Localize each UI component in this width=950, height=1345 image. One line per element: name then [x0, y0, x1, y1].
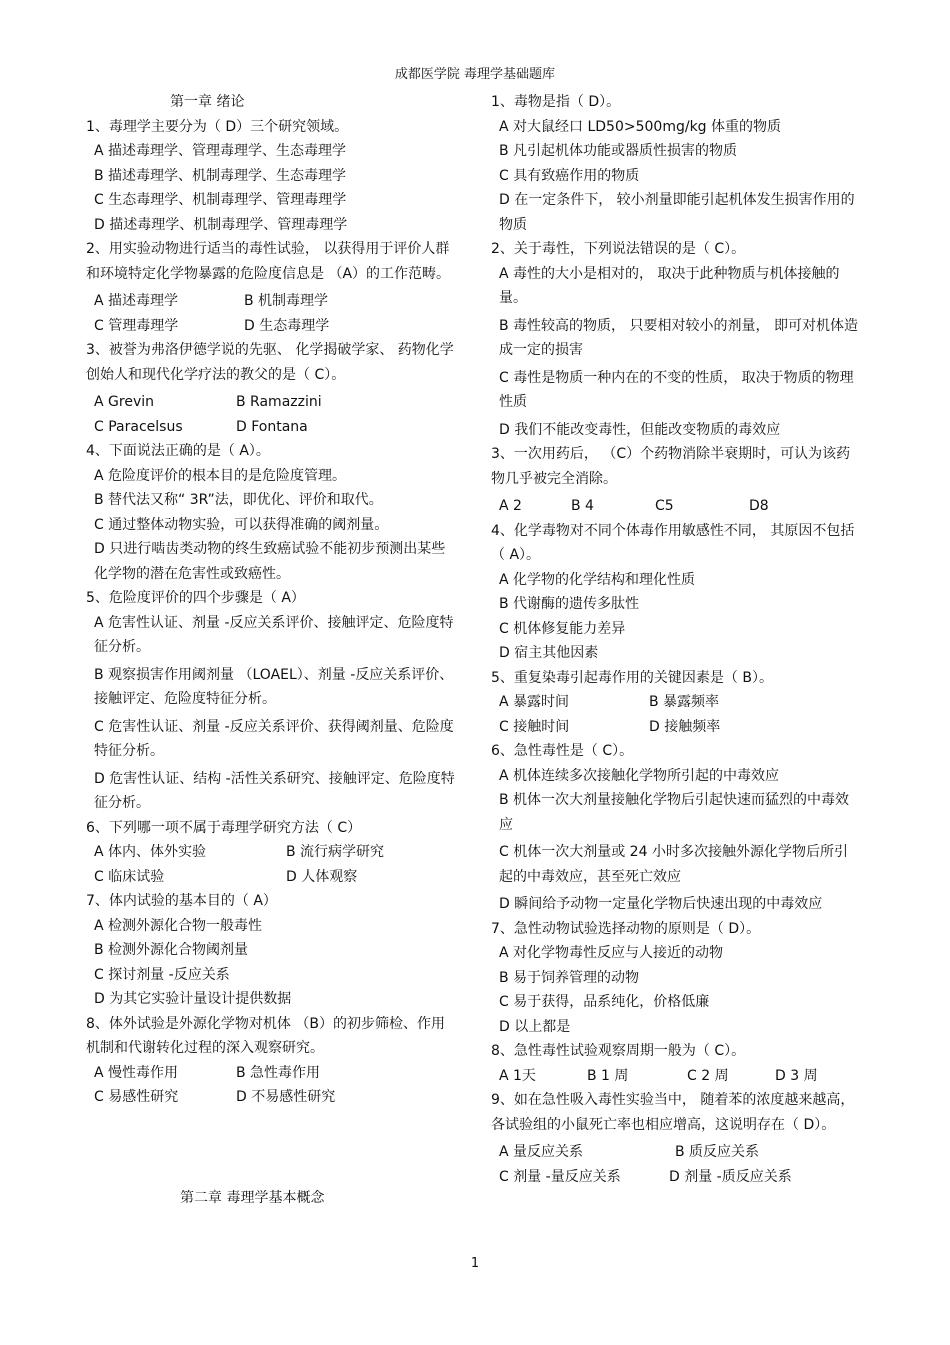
- chapter-title: 第二章 毒理学基本概念: [180, 1190, 325, 1206]
- option: C 探讨剂量 -反应关系: [94, 966, 230, 983]
- option: D 人体观察: [286, 868, 358, 885]
- option: B 质反应关系: [675, 1144, 760, 1160]
- option: A 危险度评价的根本目的是危险度管理。: [94, 467, 347, 484]
- option-row: [86, 1085, 458, 1110]
- option: B 机制毒理学: [244, 293, 329, 309]
- question: 8、急性毒性试验观察周期一般为（ C）。: [491, 1043, 746, 1059]
- option: A 量反应关系: [499, 1144, 584, 1160]
- option: C 通过整体动物实验，可以获得准确的阈剂量。: [94, 516, 389, 533]
- option: D 危害性认证、结构 -活性关系研究、接触评定、危险度特征分析。: [94, 770, 455, 811]
- option: B 1 周: [587, 1067, 629, 1084]
- question: 7、体内试验的基本目的（ A）: [86, 893, 277, 909]
- option: C 机体一次大剂量或 24 小时多次接触外源化学物后所引起的中毒效应，甚至死亡效应: [499, 844, 848, 885]
- option: D 以上都是: [499, 1018, 571, 1035]
- option: C 具有致癌作用的物质: [499, 167, 640, 184]
- option: D8: [749, 498, 769, 514]
- question: 5、危险度评价的四个步骤是（ A）: [86, 590, 305, 606]
- option: A 2: [499, 498, 522, 514]
- option: C5: [655, 498, 674, 514]
- question: 7、急性动物试验选择动物的原则是（ D）。: [491, 920, 761, 937]
- option: C 机体修复能力差异: [499, 620, 626, 637]
- question: 6、急性毒性是（ C）。: [491, 743, 634, 759]
- option: D 3 周: [775, 1067, 818, 1084]
- option: A 描述毒理学、管理毒理学、生态毒理学: [94, 143, 347, 159]
- question: 1、毒物是指（ D）。: [491, 94, 621, 110]
- option: A 化学物的化学结构和理化性质: [499, 571, 696, 588]
- option: D 为其它实验计量设计提供数据: [94, 991, 292, 1007]
- question: 3、一次用药后， （C）个药物消除半衰期时，可认为该药物几乎被完全消除。: [491, 446, 851, 487]
- option: C 毒性是物质一种内在的不变的性质， 取决于物质的物理性质: [499, 369, 854, 410]
- option-row: [86, 1061, 458, 1086]
- option: B 替代法又称“ 3R”法，即优化、评价和取代。: [94, 492, 383, 508]
- option: D 接触频率: [649, 718, 721, 735]
- option: A 毒性的大小是相对的， 取决于此种物质与机体接触的量。: [499, 265, 840, 306]
- option: B 毒性较高的物质， 只要相对较小的剂量， 即可对机体造成一定的损害: [499, 317, 858, 358]
- option: B 4: [571, 498, 594, 514]
- option: C 易感性研究: [94, 1089, 179, 1105]
- option-row: [86, 390, 458, 415]
- option: A 描述毒理学: [94, 293, 179, 309]
- option: C 管理毒理学: [94, 317, 179, 334]
- question: 2、关于毒性，下列说法错误的是（ C）。: [491, 241, 746, 257]
- option: A 检测外源化合物一般毒性: [94, 917, 263, 934]
- option: D 瞬间给予动物一定量化学物后快速出现的中毒效应: [499, 896, 823, 912]
- question: 4、化学毒物对不同个体毒作用敏感性不同， 其原因不包括（ A）。: [491, 522, 855, 563]
- option: C 易于获得，品系纯化，价格低廉: [499, 994, 710, 1010]
- option: A 体内、体外实验: [94, 844, 207, 860]
- question: 8、体外试验是外源化学物对机体 （B）的初步筛检、作用机制和代谢转化过程的深入观察研究。: [86, 1015, 445, 1056]
- option-row: [86, 314, 458, 339]
- option: D 剂量 -质反应关系: [669, 1168, 792, 1185]
- option: A 危害性认证、剂量 -反应关系评价、接触评定、危险度特征分析。: [94, 614, 454, 655]
- chapter-title: 第一章 绪论: [170, 94, 245, 110]
- option: C Paracelsus: [94, 418, 183, 435]
- question: 6、下列哪一项不属于毒理学研究方法（ C）: [86, 819, 362, 836]
- option-row: [491, 1165, 861, 1190]
- option: C 生态毒理学、机制毒理学、管理毒理学: [94, 192, 347, 208]
- option: C 剂量 -量反应关系: [499, 1168, 621, 1185]
- option-row: [86, 289, 458, 314]
- option: A 对大鼠经口 LD50>500mg/kg 体重的物质: [499, 118, 782, 135]
- option: B 易于饲养管理的动物: [499, 969, 640, 986]
- option: C 2 周: [687, 1067, 729, 1084]
- option: D 我们不能改变毒性，但能改变物质的毒效应: [499, 421, 781, 438]
- option-row: [86, 840, 458, 865]
- option-row: [491, 1064, 861, 1089]
- option: D 描述毒理学、机制毒理学、管理毒理学: [94, 216, 348, 233]
- option: D Fontana: [236, 418, 308, 435]
- option: A 慢性毒作用: [94, 1064, 179, 1081]
- option-row: [491, 1140, 861, 1165]
- option: A 1天: [499, 1067, 536, 1084]
- option: A 对化学物毒性反应与人接近的动物: [499, 945, 724, 961]
- option: D 只进行啮齿类动物的终生致癌试验不能初步预测出某些化学物的潜在危害性或致癌性。: [94, 541, 446, 582]
- option-row: [86, 865, 458, 890]
- page-header: 成都医学院 毒理学基础题库: [394, 67, 556, 82]
- option: B 描述毒理学、机制毒理学、生态毒理学: [94, 167, 347, 184]
- option-row: [491, 715, 861, 740]
- option: C 危害性认证、剂量 -反应关系评价、获得阈剂量、危险度特征分析。: [94, 718, 454, 759]
- question: 1、毒理学主要分为（ D）三个研究领域。: [86, 118, 349, 135]
- question: 9、如在急性吸入毒性实验当中， 随着苯的浓度越来越高，各试验组的小鼠死亡率也相应增高，这说明存在（ D）。: [491, 1092, 855, 1133]
- option: D 在一定条件下， 较小剂量即能引起机体发生损害作用的物质: [499, 192, 855, 233]
- question: 3、被誉为弗洛伊德学说的先驱、 化学揭破学家、 药物化学创始人和现代化学疗法的教父的是（ C）。: [86, 342, 454, 383]
- option: B 检测外源化合物阈剂量: [94, 942, 249, 958]
- option: D 宿主其他因素: [499, 645, 599, 661]
- option: B Ramazzini: [236, 394, 322, 410]
- page-number: 1: [470, 1256, 480, 1271]
- option-row: [491, 494, 861, 519]
- option: D 生态毒理学: [244, 317, 330, 334]
- option: A 暴露时间: [499, 694, 570, 710]
- option: B 观察损害作用阈剂量 （LOAEL）、剂量 -反应关系评价、接触评定、危险度特征分析。: [94, 666, 454, 707]
- question: 2、用实验动物进行适当的毒性试验， 以获得用于评价人群和环境特定化学物暴露的危险度信息是 （A）的工作范畴。: [86, 241, 451, 282]
- option: D 不易感性研究: [236, 1089, 336, 1105]
- option: B 急性毒作用: [236, 1064, 321, 1081]
- option: B 代谢酶的遗传多肽性: [499, 596, 640, 612]
- question: 5、重复染毒引起毒作用的关键因素是（ B）。: [491, 669, 773, 686]
- option: C 接触时间: [499, 718, 570, 735]
- option: B 凡引起机体功能或器质性损害的物质: [499, 143, 738, 159]
- option: B 流行病学研究: [286, 844, 385, 860]
- option: B 暴露频率: [649, 694, 720, 710]
- option: B 机体一次大剂量接触化学物后引起快速而猛烈的中毒效应: [499, 792, 850, 833]
- option-row: [491, 690, 861, 715]
- option: A 机体连续多次接触化学物所引起的中毒效应: [499, 767, 780, 784]
- option-row: [86, 415, 458, 440]
- question: 4、下面说法正确的是（ A）。: [86, 443, 270, 459]
- option: A Grevin: [94, 394, 154, 410]
- option: C 临床试验: [94, 868, 165, 885]
- right-column: [491, 90, 861, 1189]
- left-column: [86, 90, 458, 1110]
